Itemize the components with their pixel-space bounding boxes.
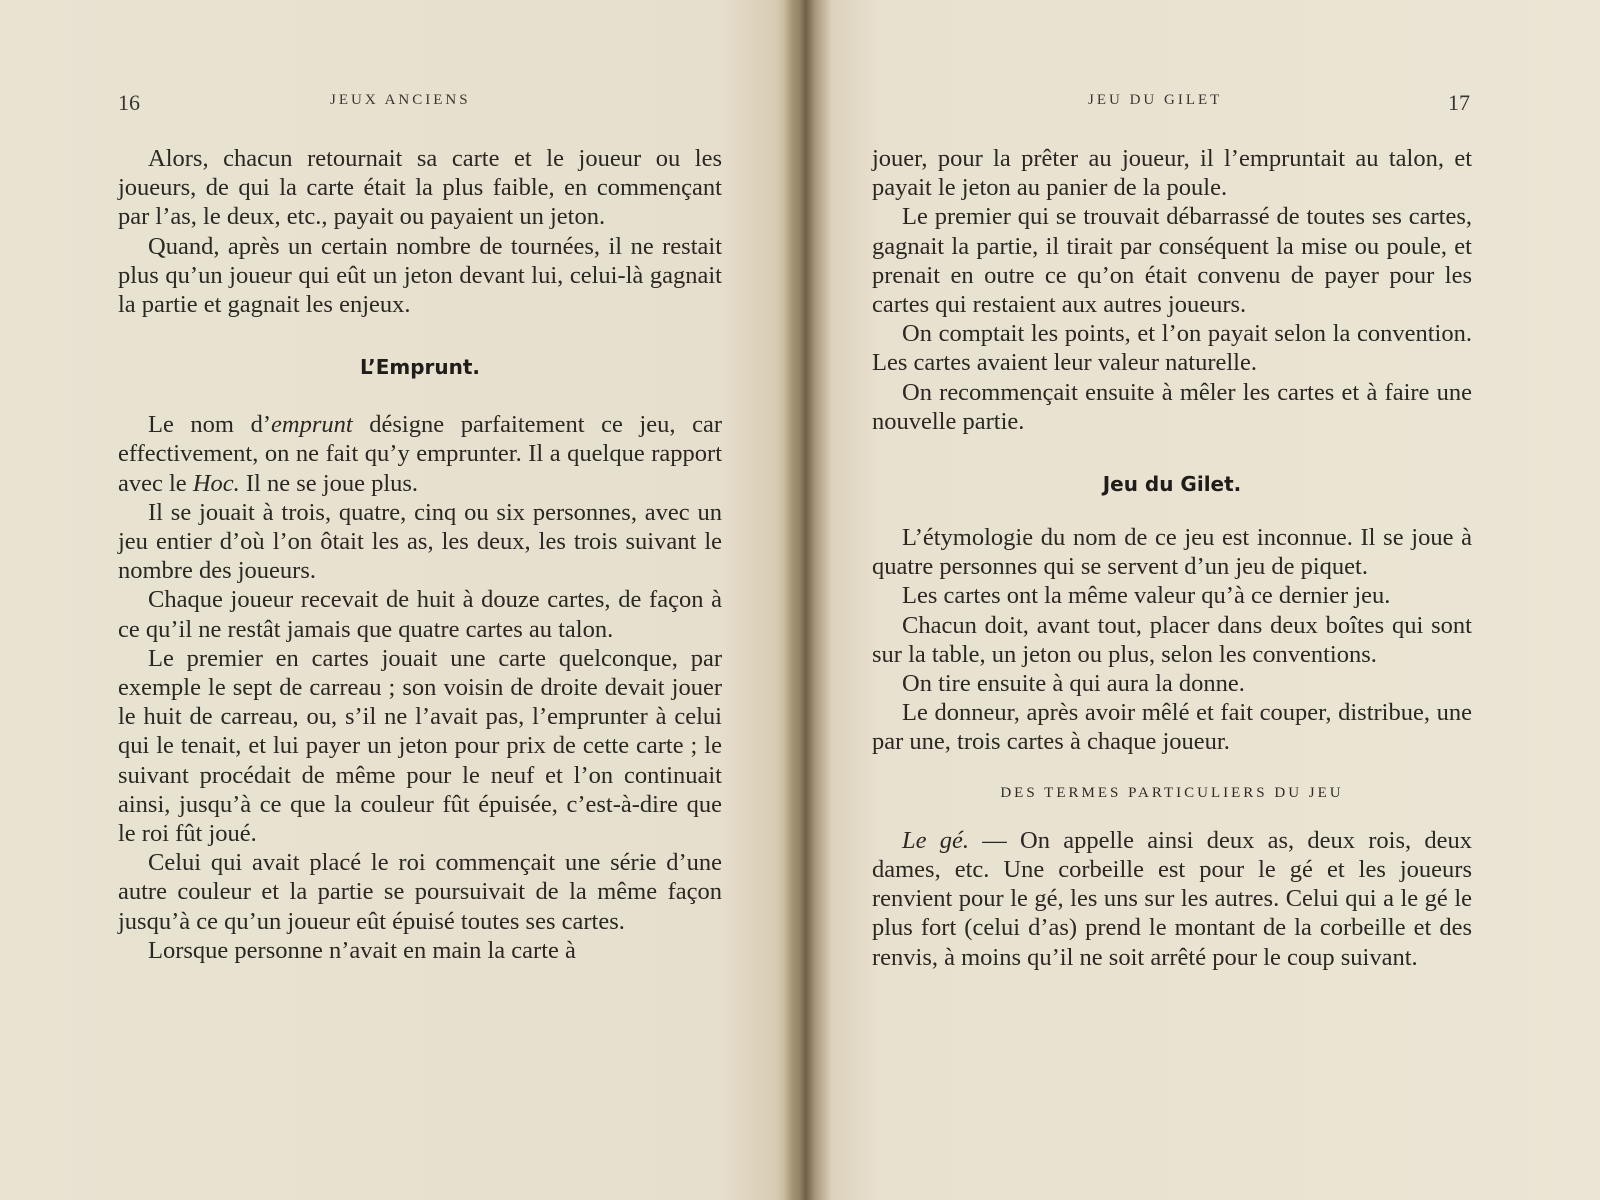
subsection-title: DES TERMES PARTICULIERS DU JEU xyxy=(1000,784,1344,801)
right-page-number: 17 xyxy=(1448,90,1470,115)
text-run: désigne parfaitement ce jeu, car effectivement, on ne fait qu’y emprunter. Il a quelque rapport avec le xyxy=(118,411,722,497)
paragraph: On recommençait ensuite à mêler les cartes et à faire une nouvelle partie. xyxy=(872,378,1472,435)
paragraph: Les cartes ont la même valeur qu’à ce dernier jeu. xyxy=(902,582,1391,610)
paragraph xyxy=(872,826,1472,972)
paragraph: On tire ensuite à qui aura la donne. xyxy=(902,670,1245,698)
text-run: Il ne se joue plus. xyxy=(239,469,419,497)
paragraph: Celui qui avait placé le roi commençait une série d’une autre couleur et la partie se poursuivait de la même façon jusqu’à ce qu’un joueur eût épuisé toutes ses cartes. xyxy=(118,849,722,935)
left-page-number: 16 xyxy=(118,90,140,115)
text-run: — On appelle ainsi deux as, deux rois, deux dames, etc. Une corbeille est pour le gé et les joueurs renvient pour le gé, les uns sur les autres. Celui qui a le gé le plus fort (celui d’as) prend le montant de la corbeille et des renvis, à moins qu’il ne soit arrêté pour le coup suivant. xyxy=(872,826,1473,971)
right-page-body xyxy=(872,144,1472,972)
book-gutter xyxy=(784,0,832,1200)
italic-term: emprunt xyxy=(271,411,353,439)
paragraph: L’étymologie du nom de ce jeu est inconnue. Il se joue à quatre personnes qui se servent d’un jeu de piquet. xyxy=(872,524,1472,581)
italic-term: Hoc. xyxy=(192,469,240,497)
paragraph: Alors, chacun retournait sa carte et le joueur ou les joueurs, de qui la carte était la plus faible, en commençant par l’as, le deux, etc., payait ou payaient un jeton. xyxy=(118,145,722,231)
paragraph: Il se jouait à trois, quatre, cinq ou six personnes, avec un jeu entier d’où l’on ôtait les as, les deux, les trois suivant le nombre des joueurs. xyxy=(118,498,722,585)
text-run: Le nom d’ xyxy=(148,411,271,439)
section-title-emprunt: L’Emprunt. xyxy=(359,355,481,380)
paragraph: jouer, pour la prêter au joueur, il l’empruntait au talon, et payait le jeton au panier de la poule. xyxy=(872,145,1472,202)
left-page xyxy=(118,0,722,1200)
right-page-header xyxy=(872,92,1472,118)
right-page xyxy=(872,0,1472,1200)
section-title-gilet: Jeu du Gilet. xyxy=(1102,472,1242,497)
left-page-header xyxy=(118,92,722,118)
left-running-head: JEUX ANCIENS xyxy=(330,92,471,108)
paragraph xyxy=(118,410,722,498)
right-running-head: JEU DU GILET xyxy=(1088,92,1223,108)
paragraph: Le donneur, après avoir mêlé et fait couper, distribue, une par une, trois cartes à chaque joueur. xyxy=(872,699,1472,756)
paragraph: On comptait les points, et l’on payait selon la convention. Les cartes avaient leur valeur naturelle. xyxy=(872,320,1472,377)
paragraph: Lorsque personne n’avait en main la carte à xyxy=(148,936,576,964)
paragraph: Le premier qui se trouvait débarrassé de toutes ses cartes, gagnait la partie, il tirait par conséquent la mise ou poule, et prenait en outre ce qu’on était convenu de payer pour les cartes qui restaient aux autres joueurs. xyxy=(872,203,1472,319)
paragraph: Le premier en cartes jouait une carte quelconque, par exemple le sept de carreau ; son voisin de droite devait jouer le huit de carreau, ou, s’il ne l’avait pas, l’emprunter à celui qui le tenait, et lui payer un jeton pour prix de cette carte ; le suivant procédait de même pour le neuf et l’on continuait ainsi, jusqu’à ce que la couleur fût épuisée, c’est-à-dire que le roi fût joué. xyxy=(118,644,722,848)
paragraph: Chaque joueur recevait de huit à douze cartes, de façon à ce qu’il ne restât jamais que quatre cartes au talon. xyxy=(118,586,722,643)
italic-term: Le gé. xyxy=(902,826,970,854)
paragraph: Quand, après un certain nombre de tournées, il ne restait plus qu’un joueur qui eût un jeton devant lui, celui-là gagnait la partie et gagnait les enjeux. xyxy=(118,232,722,319)
left-page-body xyxy=(118,144,722,965)
paragraph: Chacun doit, avant tout, placer dans deux boîtes qui sont sur la table, un jeton ou plus, selon les conventions. xyxy=(872,611,1472,668)
